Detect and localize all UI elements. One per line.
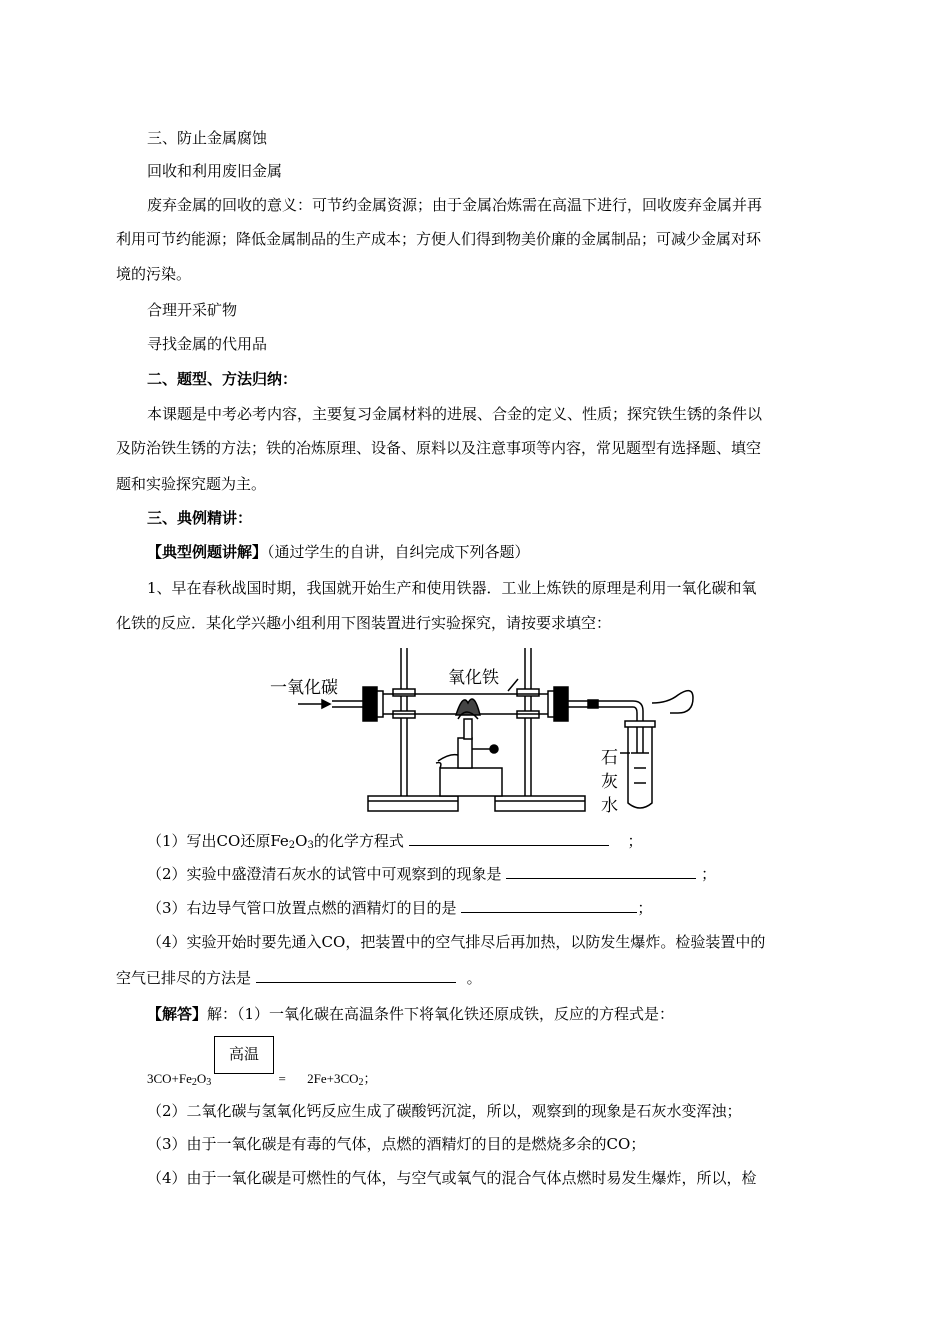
heading-prevent-corrosion: 三、防止金属腐蚀	[147, 129, 268, 147]
answer-tag: 【解答】	[147, 1005, 208, 1023]
co-label: 一氧化碳	[270, 678, 338, 698]
paragraph-summary-3: 题和实验探究题为主。	[116, 475, 267, 493]
paragraph-example-intro	[147, 541, 530, 563]
answer-blank-1[interactable]	[409, 829, 609, 846]
paragraph-recycle-meaning-1: 废弃金属的回收的意义：可节约金属资源；由于金属冶炼需在高温下进行，回收废弃金属并再	[147, 196, 763, 214]
limewater-label-1: 石	[601, 748, 618, 768]
heading-methods: 二、题型、方法归纳：	[147, 370, 298, 388]
question-1-part-2: （2）实验中盛澄清石灰水的试管中可观察到的现象是 ；	[147, 862, 716, 885]
answer-line-2: （2）二氧化碳与氢氧化钙反应生成了碳酸钙沉淀，所以，观察到的现象是石灰水变浑浊；	[147, 1102, 742, 1120]
question-1-stem-2: 化铁的反应．某化学兴趣小组利用下图装置进行实验探究，请按要求填空：	[116, 614, 612, 632]
question-1-part-4: （4）实验开始时要先通入CO，把装置中的空气排尽后再加热，以防发生爆炸。检验装置中的	[147, 933, 766, 951]
answer-blank-3[interactable]	[461, 896, 637, 913]
limewater-label-2: 灰	[601, 772, 618, 792]
paragraph-recycle: 回收和利用废旧金属	[147, 162, 283, 180]
answer-blank-4[interactable]	[256, 966, 456, 983]
paragraph-summary-1: 本课题是中考必考内容，主要复习金属材料的进展、合金的定义、性质；探究铁生锈的条件以	[147, 405, 763, 423]
question-1-part-4-cont: 空气已排尽的方法是 。	[116, 966, 482, 989]
reaction-condition-box: 高温	[214, 1036, 274, 1074]
fe2o3-label: 氧化铁	[448, 668, 499, 688]
paragraph-summary-2: 及防治铁生锈的方法；铁的冶炼原理、设备、原料以及注意事项等内容，常见题型有选择题、填空	[116, 439, 762, 457]
example-note: （通过学生的自讲，自纠完成下列各题）	[267, 543, 530, 561]
heading-examples: 三、典例精讲：	[147, 509, 253, 527]
limewater-label-3: 水	[601, 796, 618, 816]
question-1-stem-1: 1、早在春秋战国时期，我国就开始生产和使用铁器．工业上炼铁的原理是利用一氧化碳和氧	[147, 579, 757, 597]
paragraph-mining: 合理开采矿物	[147, 301, 238, 319]
chemical-equation: $3CO+Fe_2O_3 = 2Fe+3CO_2$；	[147, 1071, 377, 1088]
apparatus-diagram	[268, 643, 698, 818]
answer-blank-2[interactable]	[506, 862, 696, 879]
answer-line-1: 【解答】解：（1）一氧化碳在高温条件下将氧化铁还原成铁，反应的方程式是：	[147, 1005, 675, 1023]
question-1-part-3: （3）右边导气管口放置点燃的酒精灯的目的是 ；	[147, 896, 652, 919]
paragraph-recycle-meaning-2: 利用可节约能源；降低金属制品的生产成本；方便人们得到物美价廉的金属制品；可减少金属对环	[116, 230, 762, 248]
paragraph-recycle-meaning-3: 境的污染。	[116, 265, 192, 283]
answer-line-4: （4）由于一氧化碳是可燃性的气体，与空气或氧气的混合气体点燃时易发生爆炸，所以，检	[147, 1169, 757, 1187]
question-1-part-1: （1）写出CO还原$Fe_2O_3$的化学方程式 ；	[147, 829, 642, 852]
paragraph-substitute: 寻找金属的代用品	[147, 335, 268, 353]
answer-line-3: （3）由于一氧化碳是有毒的气体，点燃的酒精灯的目的是燃烧多余的CO；	[147, 1135, 646, 1153]
example-tag: 【典型例题讲解】	[147, 543, 268, 561]
